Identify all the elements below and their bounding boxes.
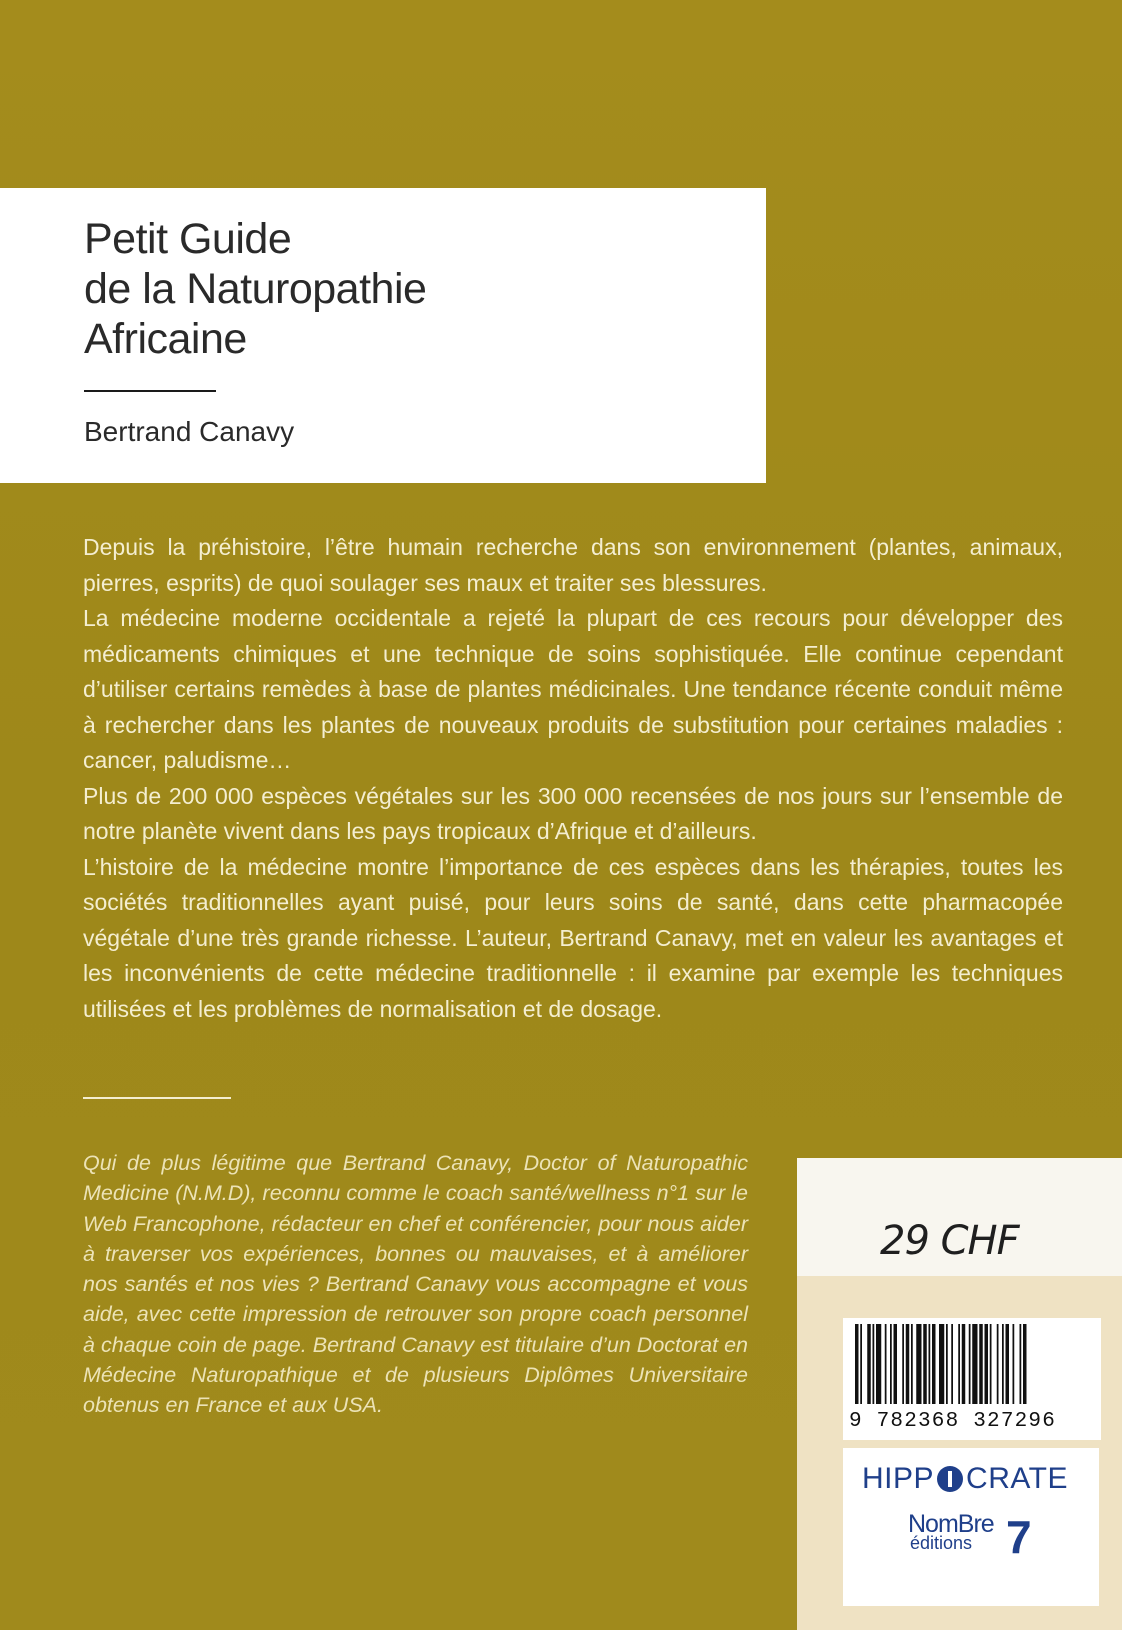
barcode-bar xyxy=(946,1324,948,1404)
barcode-bar xyxy=(1006,1324,1010,1404)
publisher-2-name: NomBre xyxy=(908,1510,994,1538)
description-paragraph-4: L’histoire de la médecine montre l’importance de ces espèces dans les thérapies, toutes les sociétés traditionnelles ayant puisé, pour leurs soins de santé, dans cette pharmacopée végétale d’une très grande richesse. L’auteur, Bertrand Canavy, met en valeur les avantages et les inconvénients de cette médecine traditionnelle : il examine par exemple les techniques utilisées et les problèmes de normalisation et de dosage. xyxy=(83,853,1063,1022)
author-bio: Qui de plus légitime que Bertrand Canavy, Doctor of Naturopathic Medicine (N.M.D), reconnu comme le coach santé/wellness n°1 sur le Web Francophone, rédacteur en chef et conférencier, pour nous aider à traverser vos expériences, bonnes ou mauvaises, et à améliorer nos santés et nos vies ? Bertrand Canavy vous accompagne et vous aide, avec cette impression de retrouver son propre coach personnel à chaque coin de page. Bertrand Canavy est titulaire d’un Doctorat en Médecine Naturopathique et de plusieurs Diplômes Universitaire obtenus en France et aux USA. xyxy=(83,1151,748,1418)
barcode-bar xyxy=(962,1324,966,1404)
barcode-bar xyxy=(990,1324,992,1404)
barcode-bar xyxy=(873,1324,875,1404)
barcode-bar xyxy=(902,1324,904,1404)
description-paragraph-2: La médecine moderne occidentale a rejeté la plupart de ces recours pour développer des médicaments chimiques et une technique de soins sophistiquée. Elle continue cependant d’utiliser certains remèdes à base de plantes médicinales. Une tendance récente conduit même à rechercher dans les plantes de nouveaux produits de substitution pour certaines maladies : cancer, paludisme… xyxy=(83,605,1063,773)
publisher-2-subtitle: éditions xyxy=(910,1533,973,1553)
barcode-bar xyxy=(997,1324,999,1404)
publisher-logo-nombre7 xyxy=(908,1510,1032,1563)
description-paragraph-1: Depuis la préhistoire, l’être humain recherche dans son environnement (plantes, animaux, pierres, esprits) de quoi soulager ses maux et traiter ses blessures. xyxy=(83,534,1063,596)
publisher-logo-hippocrate xyxy=(862,1462,1068,1496)
barcode-bar xyxy=(958,1324,960,1404)
barcode-bar xyxy=(894,1324,898,1404)
barcode-bar xyxy=(860,1324,862,1404)
title-divider xyxy=(84,390,216,392)
publisher-2-suffix: 7 xyxy=(1006,1511,1032,1563)
barcode-bar xyxy=(923,1324,927,1404)
barcode-bar xyxy=(985,1324,989,1404)
barcode-bar xyxy=(855,1324,859,1404)
author-name: Bertrand Canavy xyxy=(84,416,295,447)
book-title xyxy=(84,214,426,364)
barcode-bar xyxy=(867,1324,871,1404)
publisher-1-part1: HIPP xyxy=(862,1462,935,1495)
title-line-3: Africaine xyxy=(84,315,247,363)
barcode-bar xyxy=(972,1324,977,1404)
barcode-bar xyxy=(1023,1324,1027,1404)
barcode-bar xyxy=(929,1324,931,1404)
barcode-bar xyxy=(1013,1324,1015,1404)
title-line-1: Petit Guide xyxy=(84,215,292,263)
section-divider xyxy=(83,1097,231,1099)
barcode-bar xyxy=(951,1324,953,1404)
barcode-bar xyxy=(890,1324,892,1404)
barcode-bar xyxy=(979,1324,983,1404)
title-line-2: de la Naturopathie xyxy=(84,265,427,313)
description-paragraph-3: Plus de 200 000 espèces végétales sur les 300 000 recensées de nos jours sur l’ensemble de notre planète vivent dans les pays tropicaux d’Afrique et d’ailleurs. xyxy=(83,782,1063,844)
barcode-bar xyxy=(885,1324,887,1404)
barcode-bars xyxy=(843,1318,1101,1408)
caduceus-icon xyxy=(937,1466,963,1492)
barcode-bar xyxy=(932,1324,936,1404)
barcode-bar xyxy=(876,1324,881,1404)
publisher-1-part2: CRATE xyxy=(966,1462,1068,1495)
barcode-bar xyxy=(939,1324,944,1404)
barcode-bar xyxy=(906,1324,910,1404)
description xyxy=(83,530,1063,1027)
barcode-bar xyxy=(969,1324,971,1404)
barcode-bar xyxy=(916,1324,921,1404)
isbn-number: 9 782368 327296 xyxy=(849,1410,1057,1433)
price-handwritten: 29 CHF xyxy=(880,1218,1019,1264)
barcode-bar xyxy=(1020,1324,1022,1404)
barcode-bar xyxy=(1002,1324,1004,1404)
barcode-bar xyxy=(911,1324,913,1404)
